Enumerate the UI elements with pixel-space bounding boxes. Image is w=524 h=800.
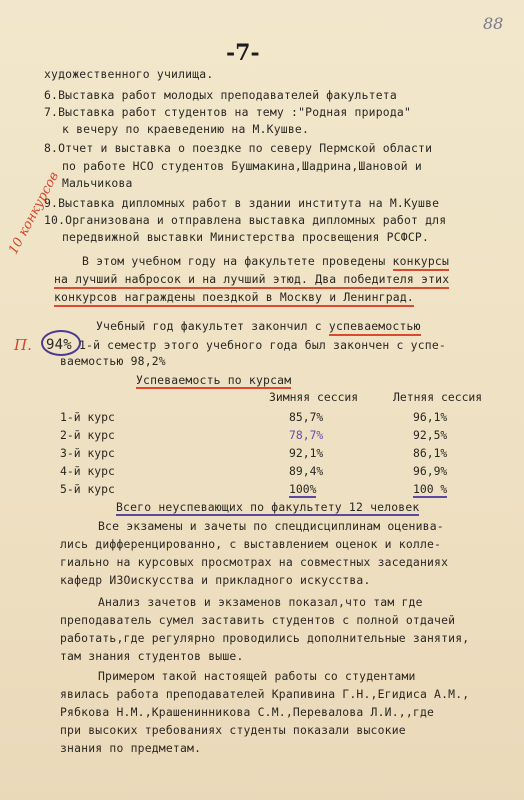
table-cell: 5-й курс	[60, 482, 115, 496]
progress-text: 1-й семестр этого учебного года был закончен с успе-	[71, 338, 446, 352]
body-line: кафедр ИЗОискусства и прикладного искусства.	[60, 573, 371, 587]
table-cell: 86,1%	[413, 446, 448, 460]
body-line: работать,где регулярно проводились дополнительные занятия,	[60, 631, 470, 645]
table-header-cell: Зимняя сессия	[269, 390, 359, 404]
table-row	[60, 464, 500, 482]
table-cell: 92,1%	[289, 446, 324, 460]
progress-highlight: успеваемостью	[329, 319, 421, 336]
list-line: 9.Выставка дипломных работ в здании института на М.Кушве	[44, 196, 440, 210]
table-row	[60, 446, 500, 464]
page-number: -7-	[226, 40, 260, 66]
table-cell: 2-й курс	[60, 428, 115, 442]
contest-highlight: Два победителя этих	[308, 272, 449, 289]
table-cell: 1-й курс	[60, 410, 115, 424]
table-cell: 78,7%	[289, 428, 324, 442]
body-line: Рябкова Н.М.,Крашенинникова С.М.,Перевалова Л.И.,,где	[60, 705, 435, 719]
contest-highlight: на лучший набросок и на лучший этюд.	[54, 272, 308, 289]
progress-text: Учебный год факультет закончил с	[96, 319, 329, 333]
table-cell: 100 %	[413, 482, 448, 496]
contest-line-2	[54, 274, 449, 285]
table-cell: 96,9%	[413, 464, 448, 478]
body-line: Примером такой настоящей работы со студентами	[98, 669, 416, 683]
contest-text: В этом учебном году на факультете проведены	[82, 254, 393, 268]
progress-percent: 94%	[46, 337, 72, 353]
table-row	[60, 428, 500, 446]
list-line: 6.Выставка работ молодых преподавателей факультета	[44, 88, 397, 102]
table-cell: 89,4%	[289, 464, 324, 478]
table-cell: 100%	[289, 482, 317, 496]
table-title: Успеваемость по курсам	[136, 375, 291, 389]
list-line: Мальчикова	[62, 176, 133, 190]
list-line: к вечеру по краеведению на М.Кушве.	[62, 122, 310, 136]
body-line: преподаватель сумел заставить студентов с полной отдачей	[60, 613, 456, 627]
archive-sheet-number: 88	[483, 14, 504, 33]
body-line: лись дифференцированно, с выставлением оценок и колле-	[60, 537, 442, 551]
margin-note-contests: 10 конкурсов	[6, 169, 63, 258]
table-cell: 92,5%	[413, 428, 448, 442]
list-line: передвижной выставки Министерства просвещения РСФСР.	[62, 230, 430, 244]
table-cell: 96,1%	[413, 410, 448, 424]
progress-line-2	[46, 338, 446, 352]
list-line: 7.Выставка работ студентов на тему :"Родная природа"	[44, 105, 412, 119]
body-line: там знания студентов выше.	[60, 649, 244, 663]
progress-line-1	[96, 321, 421, 332]
body-line: знания по предметам.	[60, 741, 202, 755]
table-row	[60, 482, 500, 500]
contest-line-3	[54, 292, 414, 303]
contest-highlight: конкурсы	[393, 254, 449, 271]
table-row	[60, 410, 500, 428]
margin-note-progress: П.	[14, 336, 32, 354]
table-header-row	[60, 390, 500, 408]
body-line: гиально на курсовых просмотрах на совместных заседаниях	[60, 555, 449, 569]
list-line: 10.Организована и отправлена выставка дипломных работ для	[44, 213, 447, 227]
list-line: художественного училища.	[44, 67, 214, 81]
contest-highlight: конкурсов награждены поездкой в Москву и Ленинград.	[54, 290, 414, 307]
progress-line-3: ваемостью 98,2%	[60, 354, 166, 368]
body-line: Все экзамены и зачеты по спецдисциплинам оценива-	[98, 519, 444, 533]
contest-line-1	[82, 256, 449, 267]
body-line: Анализ зачетов и экзаменов показал,что там где	[98, 595, 423, 609]
table-cell: 4-й курс	[60, 464, 115, 478]
body-line	[116, 502, 419, 513]
failing-students-total: Всего неуспевающих по факультету 12 человек	[116, 500, 420, 514]
list-line: по работе НСО студентов Бушмакина,Шадрина,Шановой и	[62, 159, 422, 173]
body-line: при высоких требованиях студенты показали высокие	[60, 723, 406, 737]
table-cell: 85,7%	[289, 410, 324, 424]
list-line: 8.Отчет и выставка о поездке по северу Пермской области	[44, 141, 433, 155]
table-header-cell: Летняя сессия	[393, 390, 483, 404]
table-cell: 3-й курс	[60, 446, 115, 460]
body-line: явилась работа преподавателей Крапивина Г.Н.,Егидиса А.М.,	[60, 687, 470, 701]
